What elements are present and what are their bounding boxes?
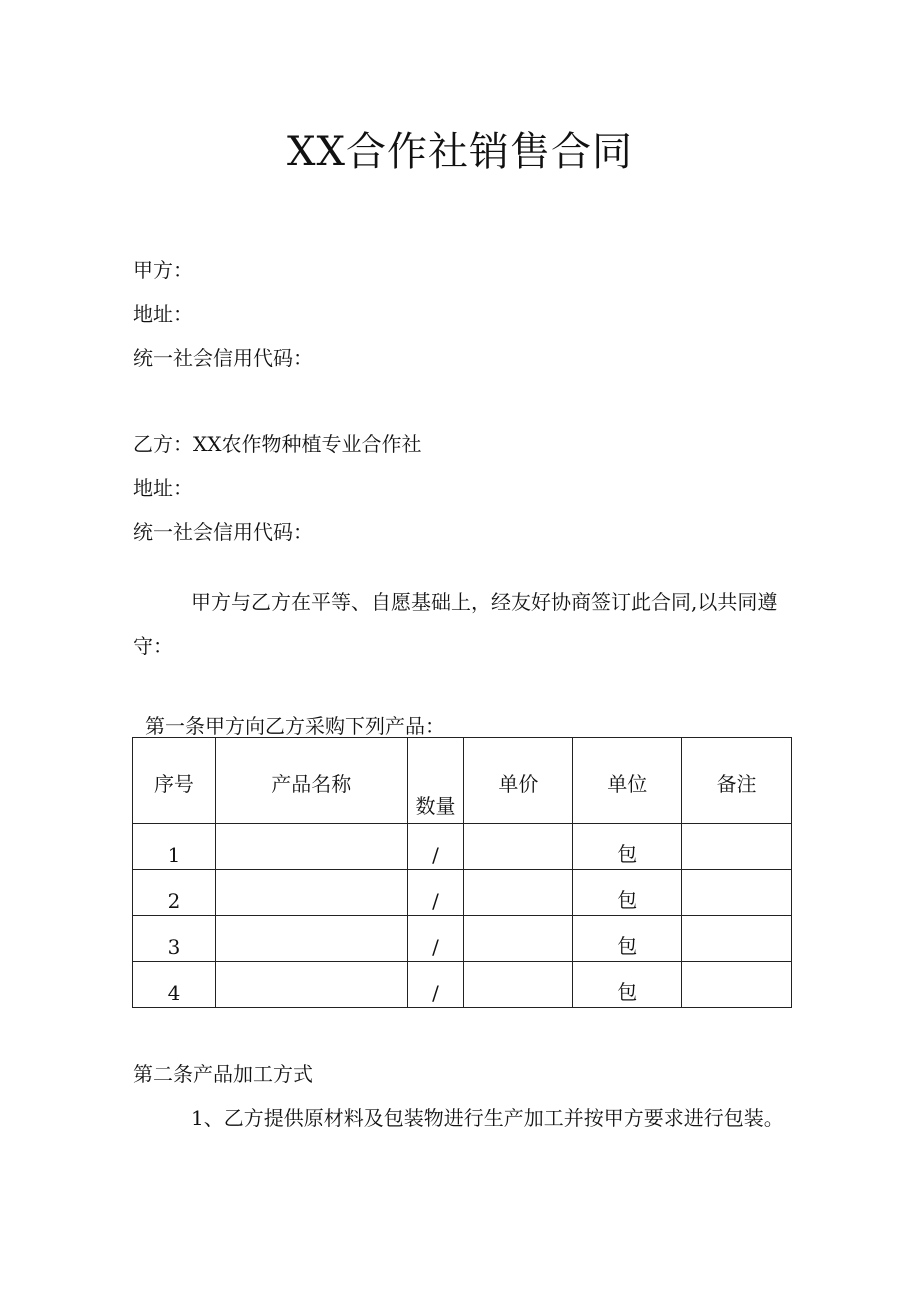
column-header-name: 产品名称 [215, 738, 407, 824]
cell-note [682, 916, 792, 962]
cell-no: 1 [133, 824, 216, 870]
cell-no: 4 [133, 962, 216, 1008]
party-b-name: 乙方：XX农作物种植专业合作社 [133, 432, 422, 456]
column-header-qty: 数量 [407, 738, 464, 824]
cell-unit: 包 [573, 962, 682, 1008]
cell-qty: / [407, 870, 464, 916]
table-row [133, 962, 792, 1008]
party-b-address: 地址： [133, 476, 193, 500]
table-row [133, 824, 792, 870]
cell-unit: 包 [573, 916, 682, 962]
cell-qty: / [407, 824, 464, 870]
article-2-item-1: 1、乙方提供原材料及包装物进行生产加工并按甲方要求进行包装。 [191, 1106, 784, 1130]
document-title: XX合作社销售合同 [287, 129, 633, 175]
party-a-name: 甲方： [133, 258, 193, 282]
table-row [133, 916, 792, 962]
cell-note [682, 824, 792, 870]
cell-qty: / [407, 962, 464, 1008]
column-header-unit: 单位 [573, 738, 682, 824]
table-row [133, 870, 792, 916]
cell-note [682, 962, 792, 1008]
cell-name [215, 962, 407, 1008]
party-a-credit-code: 统一社会信用代码： [133, 346, 313, 370]
party-a-address: 地址： [133, 302, 193, 326]
table-header-row [133, 738, 792, 824]
party-b-credit-code: 统一社会信用代码： [133, 520, 313, 544]
cell-note [682, 870, 792, 916]
article-2-heading: 第二条产品加工方式 [133, 1062, 313, 1086]
column-header-note: 备注 [682, 738, 792, 824]
products-table [132, 737, 792, 1008]
cell-unit: 包 [573, 870, 682, 916]
article-1-heading: 第一条甲方向乙方采购下列产品： [145, 714, 445, 738]
cell-price [464, 870, 573, 916]
cell-name [215, 824, 407, 870]
cell-unit: 包 [573, 824, 682, 870]
cell-no: 3 [133, 916, 216, 962]
cell-qty: / [407, 916, 464, 962]
cell-price [464, 916, 573, 962]
cell-price [464, 824, 573, 870]
cell-name [215, 870, 407, 916]
cell-price [464, 962, 573, 1008]
column-header-no: 序号 [133, 738, 216, 824]
intro-paragraph: 甲方与乙方在平等、自愿基础上，经友好协商签订此合同,以共同遵守： [133, 590, 778, 658]
cell-no: 2 [133, 870, 216, 916]
column-header-price: 单价 [464, 738, 573, 824]
cell-name [215, 916, 407, 962]
